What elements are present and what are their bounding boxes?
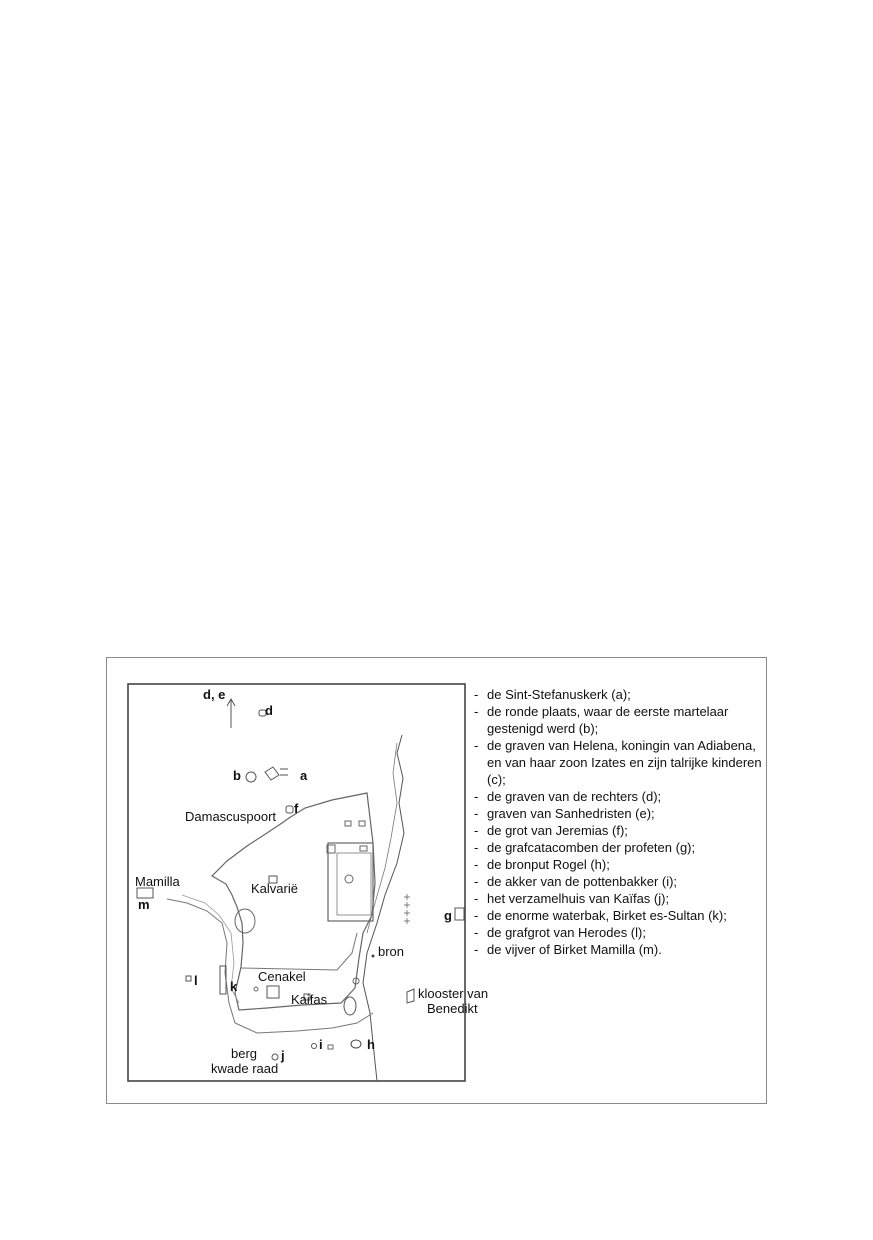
label-bron: bron	[378, 944, 405, 959]
label-m: m	[138, 897, 150, 912]
legend-item-a: - de Sint-Stefanuskerk (a);	[474, 686, 764, 703]
legend-item-i: - de akker van de pottenbakker (i);	[474, 873, 764, 890]
church-a-marker	[265, 767, 288, 780]
label-i: i	[319, 1037, 323, 1052]
hinnom-valley	[167, 899, 373, 1033]
label-d-e: d, e	[203, 687, 226, 702]
label-f: f	[294, 801, 299, 816]
pool-marker	[235, 909, 255, 933]
label-a: a	[300, 768, 308, 783]
label-h: h	[367, 1037, 375, 1052]
legend-item-j: - het verzamelhuis van Kaïfas (j);	[474, 890, 764, 907]
label-kwade-raad: kwade raad	[211, 1061, 279, 1076]
bron-marker	[372, 955, 375, 958]
monastery-marker	[407, 989, 414, 1003]
label-j: j	[281, 1048, 285, 1063]
legend-item-e: - graven van Sanhedristen (e);	[474, 805, 764, 822]
siloam-pool	[344, 997, 356, 1015]
legend-item-l: - de grafgrot van Herodes (l);	[474, 924, 764, 941]
label-d: d	[265, 703, 273, 718]
legend-item-k: - de enorme waterbak, Birket es-Sultan (k);	[474, 907, 764, 924]
round-place-b-marker	[246, 772, 256, 782]
grot-f-marker	[286, 806, 293, 813]
label-kalvarie: Kalvarië	[251, 881, 298, 896]
north-arrow-icon	[227, 699, 235, 728]
label-benedikt: Benedikt	[427, 1001, 478, 1016]
label-berg: berg	[231, 1046, 258, 1061]
label-kaifas: Kaifas	[291, 992, 328, 1007]
label-cenakel: Cenakel	[258, 969, 306, 984]
legend-item-d: - de graven van de rechters (d);	[474, 788, 764, 805]
label-g: g	[444, 908, 452, 923]
house-j-marker	[272, 1054, 278, 1060]
temple-platform	[328, 843, 373, 921]
legend-item-c: - de graven van Helena, koningin van Adiabena, en van haar zoon Izates en zijn talrijke kinderen (c);	[474, 737, 764, 788]
label-k: k	[230, 979, 238, 994]
field-i-marker	[312, 1044, 317, 1049]
label-l: l	[194, 973, 198, 988]
label-damascuspoort: Damascuspoort	[185, 809, 277, 824]
herodes-l-marker	[186, 976, 191, 981]
legend-item-m: - de vijver of Birket Mamilla (m).	[474, 941, 764, 958]
cenakel-marker	[267, 986, 279, 998]
label-mamilla: Mamilla	[135, 874, 180, 889]
label-b: b	[233, 768, 241, 783]
dome-marker	[345, 875, 353, 883]
legend-item-b: - de ronde plaats, waar de eerste martelaar gestenigd werd (b);	[474, 703, 764, 737]
sketch-map	[127, 683, 489, 1082]
legend-item-h: - de bronput Rogel (h);	[474, 856, 764, 873]
well-h-marker	[351, 1040, 361, 1048]
label-klooster: klooster van	[418, 986, 489, 1001]
map-legend	[474, 686, 764, 958]
kidron-valley-stream	[363, 735, 404, 1081]
tomb-crosses-icon	[404, 894, 410, 924]
catacombs-g-marker	[455, 908, 464, 920]
legend-item-f: - de grot van Jeremias (f);	[474, 822, 764, 839]
legend-item-g: - de grafcatacomben der profeten (g);	[474, 839, 764, 856]
